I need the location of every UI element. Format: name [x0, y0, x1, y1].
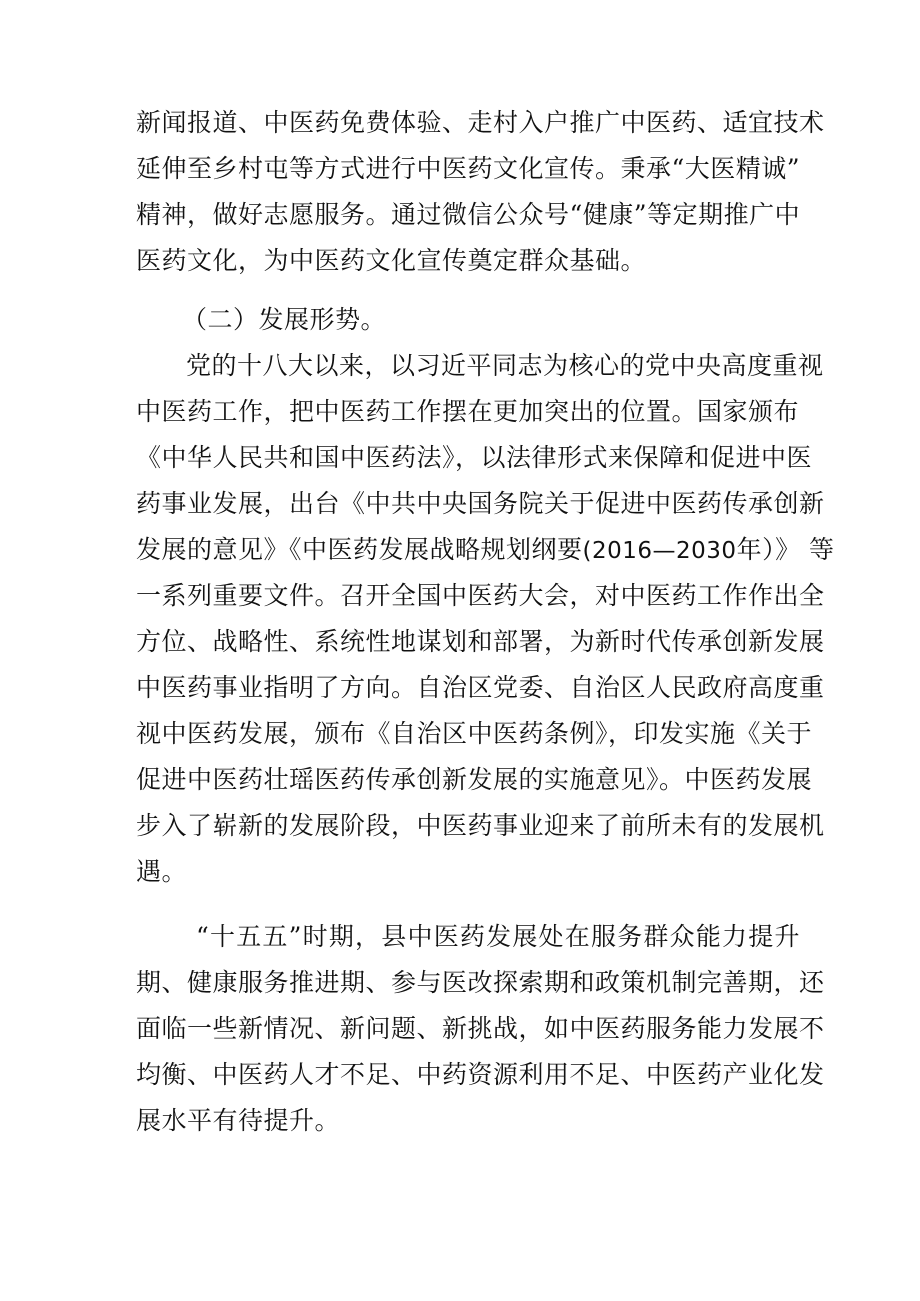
paragraph-2-line-7: 方位、战略性、系统性地谋划和部署，为新时代传承创新发展	[136, 627, 825, 656]
paragraph-2-line-2: 中医药工作，把中医药工作摆在更加突出的位置。国家颁布	[136, 397, 800, 426]
paragraph-3-line-5: 展水平有待提升。	[136, 1106, 341, 1135]
paragraph-2-line-3: 《中华人民共和国中医药法》，以法律形式来保障和促进中医	[136, 443, 813, 472]
paragraph-2-line-4: 药事业发展，出台《中共中央国务院关于促进中医药传承创新	[136, 489, 825, 518]
paragraph-2-line-10: 促进中医药壮瑶医药传承创新发展的实施意见》。中医药发展	[136, 765, 813, 794]
paragraph-2-line-5-before: 发展的意见》《中医药发展战略规划纲要	[136, 535, 583, 564]
paragraph-2-line-11: 步入了崭新的发展阶段，中医药事业迎来了前所未有的发展机	[136, 811, 825, 840]
paragraph-1-line-4: 医药文化，为中医药文化宣传奠定群众基础。	[136, 246, 647, 275]
paragraph-1-line-3: 精神，做好志愿服务。通过微信公众号“健康”等定期推广中	[136, 200, 801, 229]
paragraph-2-line-5-latin: (2016—2030	[582, 538, 737, 564]
paragraph-2-line-9: 视中医药发展，颁布《自治区中医药条例》，印发实施《关于	[136, 719, 813, 748]
paragraph-3-line-3: 面临一些新情况、新问题、新挑战，如中医药服务能力发展不	[136, 1014, 825, 1043]
paragraph-2-line-5-after: 年）》 等	[736, 535, 835, 564]
paragraph-3-line-4: 均衡、中医药人才不足、中药资源利用不足、中医药产业化发	[136, 1060, 825, 1089]
paragraph-3-line-2: 期、健康服务推进期、参与医改探索期和政策机制完善期，还	[136, 968, 825, 997]
paragraph-2-line-1: 党的十八大以来，以习近平同志为核心的党中央高度重视	[186, 351, 824, 380]
paragraph-1-line-2: 延伸至乡村屯等方式进行中医药文化宣传。秉承“大医精诚”	[136, 154, 801, 183]
paragraph-2-line-6: 一系列重要文件。召开全国中医药大会，对中医药工作作出全	[136, 581, 825, 610]
paragraph-1-line-1: 新闻报道、中医药免费体验、走村入户推广中医药、适宜技术	[136, 108, 825, 137]
paragraph-2-line-5	[136, 527, 835, 573]
section-heading: （二）发展形势。	[182, 305, 387, 334]
paragraph-2-line-8: 中医药事业指明了方向。自治区党委、自治区人民政府高度重	[136, 673, 825, 702]
paragraph-2-line-12: 遇。	[136, 857, 188, 886]
paragraph-3-line-1: “十五五”时期，县中医药发展处在服务群众能力提升	[196, 922, 800, 951]
